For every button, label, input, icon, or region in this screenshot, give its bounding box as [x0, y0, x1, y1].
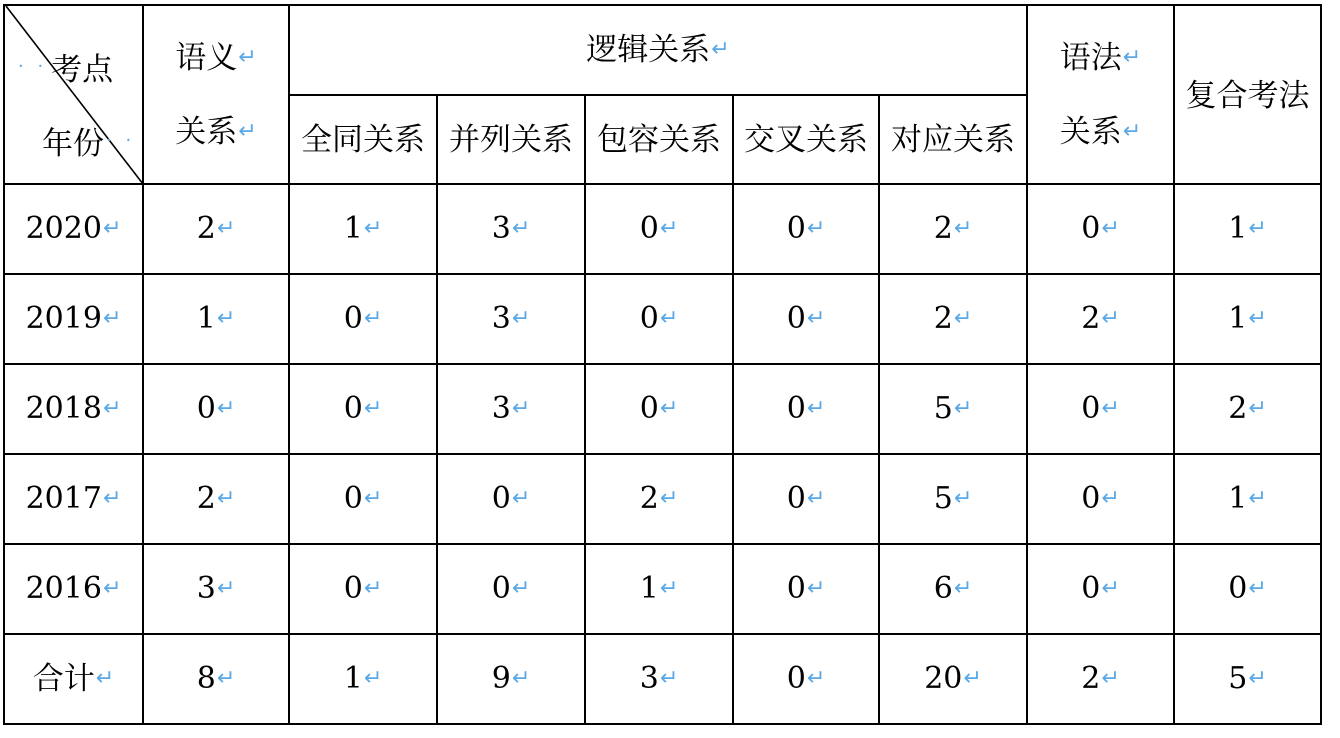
table-cell: 1 ↵: [1228, 481, 1267, 516]
table-cell: 0 ↵: [1081, 211, 1120, 246]
table-cell: 0 ↵: [786, 301, 826, 336]
header-logic-sub-3: 包容关系: [597, 121, 721, 158]
table-cell: 0 ↵: [786, 571, 826, 606]
table-cell: 3 ↵: [196, 571, 236, 606]
header-grammar-line1: 语法 ↵: [1059, 39, 1142, 76]
header-composite: 复合考法: [1185, 77, 1310, 114]
table-cell: 2 ↵: [1081, 301, 1120, 336]
table-cell: 0 ↵: [491, 571, 531, 606]
table-cell: 0 ↵: [786, 211, 826, 246]
table-cell: 1 ↵: [1228, 211, 1267, 246]
header-logic-sub-5: 对应关系: [891, 121, 1015, 158]
header-semantic-line1: 语义 ↵: [175, 39, 257, 76]
row-year-cell: 2016 ↵: [25, 571, 122, 606]
table-cell: 2 ↵: [1228, 391, 1267, 426]
table-cell: 0 ↵: [1228, 571, 1267, 606]
table-cell: 3 ↵: [491, 211, 531, 246]
row-year-cell: 2019 ↵: [25, 301, 122, 336]
table-cell: 0 ↵: [786, 661, 826, 696]
table-cell: 1 ↵: [343, 661, 383, 696]
table-cell: 3 ↵: [639, 661, 679, 696]
table-cell: 2 ↵: [1081, 661, 1120, 696]
table-cell: 0 ↵: [786, 391, 826, 426]
table-cell: 1 ↵: [639, 571, 679, 606]
row-year-cell: 2017 ↵: [25, 481, 122, 516]
table-cell: 2 ↵: [933, 301, 973, 336]
table-cell: 0 ↵: [343, 481, 383, 516]
table-cell: 6 ↵: [933, 571, 973, 606]
table-cell: 0 ↵: [639, 211, 679, 246]
table-cell: 0 ↵: [343, 391, 383, 426]
corner-label-year: 年份 · ·: [42, 126, 136, 162]
row-year-cell: 合计 ↵: [32, 660, 115, 697]
corner-label-topic: · · 考点: [18, 52, 114, 88]
table-cell: 2 ↵: [196, 211, 236, 246]
header-grammar-line2: 关系 ↵: [1059, 113, 1142, 150]
table-cell: 0 ↵: [639, 391, 679, 426]
header-logic-sub-4: 交叉关系: [744, 121, 868, 158]
table-cell: 5 ↵: [1228, 661, 1267, 696]
header-semantic-line2: 关系 ↵: [175, 113, 257, 150]
table-cell: 20 ↵: [924, 661, 982, 696]
table-cell: 3 ↵: [491, 301, 531, 336]
table-cell: 0 ↵: [786, 481, 826, 516]
table-cell: 2 ↵: [933, 211, 973, 246]
row-year-cell: 2020 ↵: [25, 211, 122, 246]
table-cell: 0 ↵: [343, 301, 383, 336]
row-year-cell: 2018 ↵: [25, 391, 122, 426]
table-cell: 0 ↵: [639, 301, 679, 336]
table-cell: 1 ↵: [1228, 301, 1267, 336]
table-cell: 3 ↵: [491, 391, 531, 426]
table-cell: 8 ↵: [196, 661, 236, 696]
header-logic-group: 逻辑关系 ↵: [586, 31, 730, 68]
table-cell: 0 ↵: [343, 571, 383, 606]
table-cell: 0 ↵: [1081, 391, 1120, 426]
header-logic-sub-2: 并列关系: [449, 121, 573, 158]
table-cell: 2 ↵: [639, 481, 679, 516]
table-cell: 0 ↵: [491, 481, 531, 516]
table-cell: 0 ↵: [196, 391, 236, 426]
table-cell: 1 ↵: [343, 211, 383, 246]
table-cell: 9 ↵: [491, 661, 531, 696]
table-cell: 0 ↵: [1081, 481, 1120, 516]
table-cell: 5 ↵: [933, 481, 973, 516]
table-cell: 5 ↵: [933, 391, 973, 426]
table-cell: 1 ↵: [196, 301, 236, 336]
header-logic-sub-1: 全同关系: [301, 121, 425, 158]
table-cell: 2 ↵: [196, 481, 236, 516]
table-cell: 0 ↵: [1081, 571, 1120, 606]
